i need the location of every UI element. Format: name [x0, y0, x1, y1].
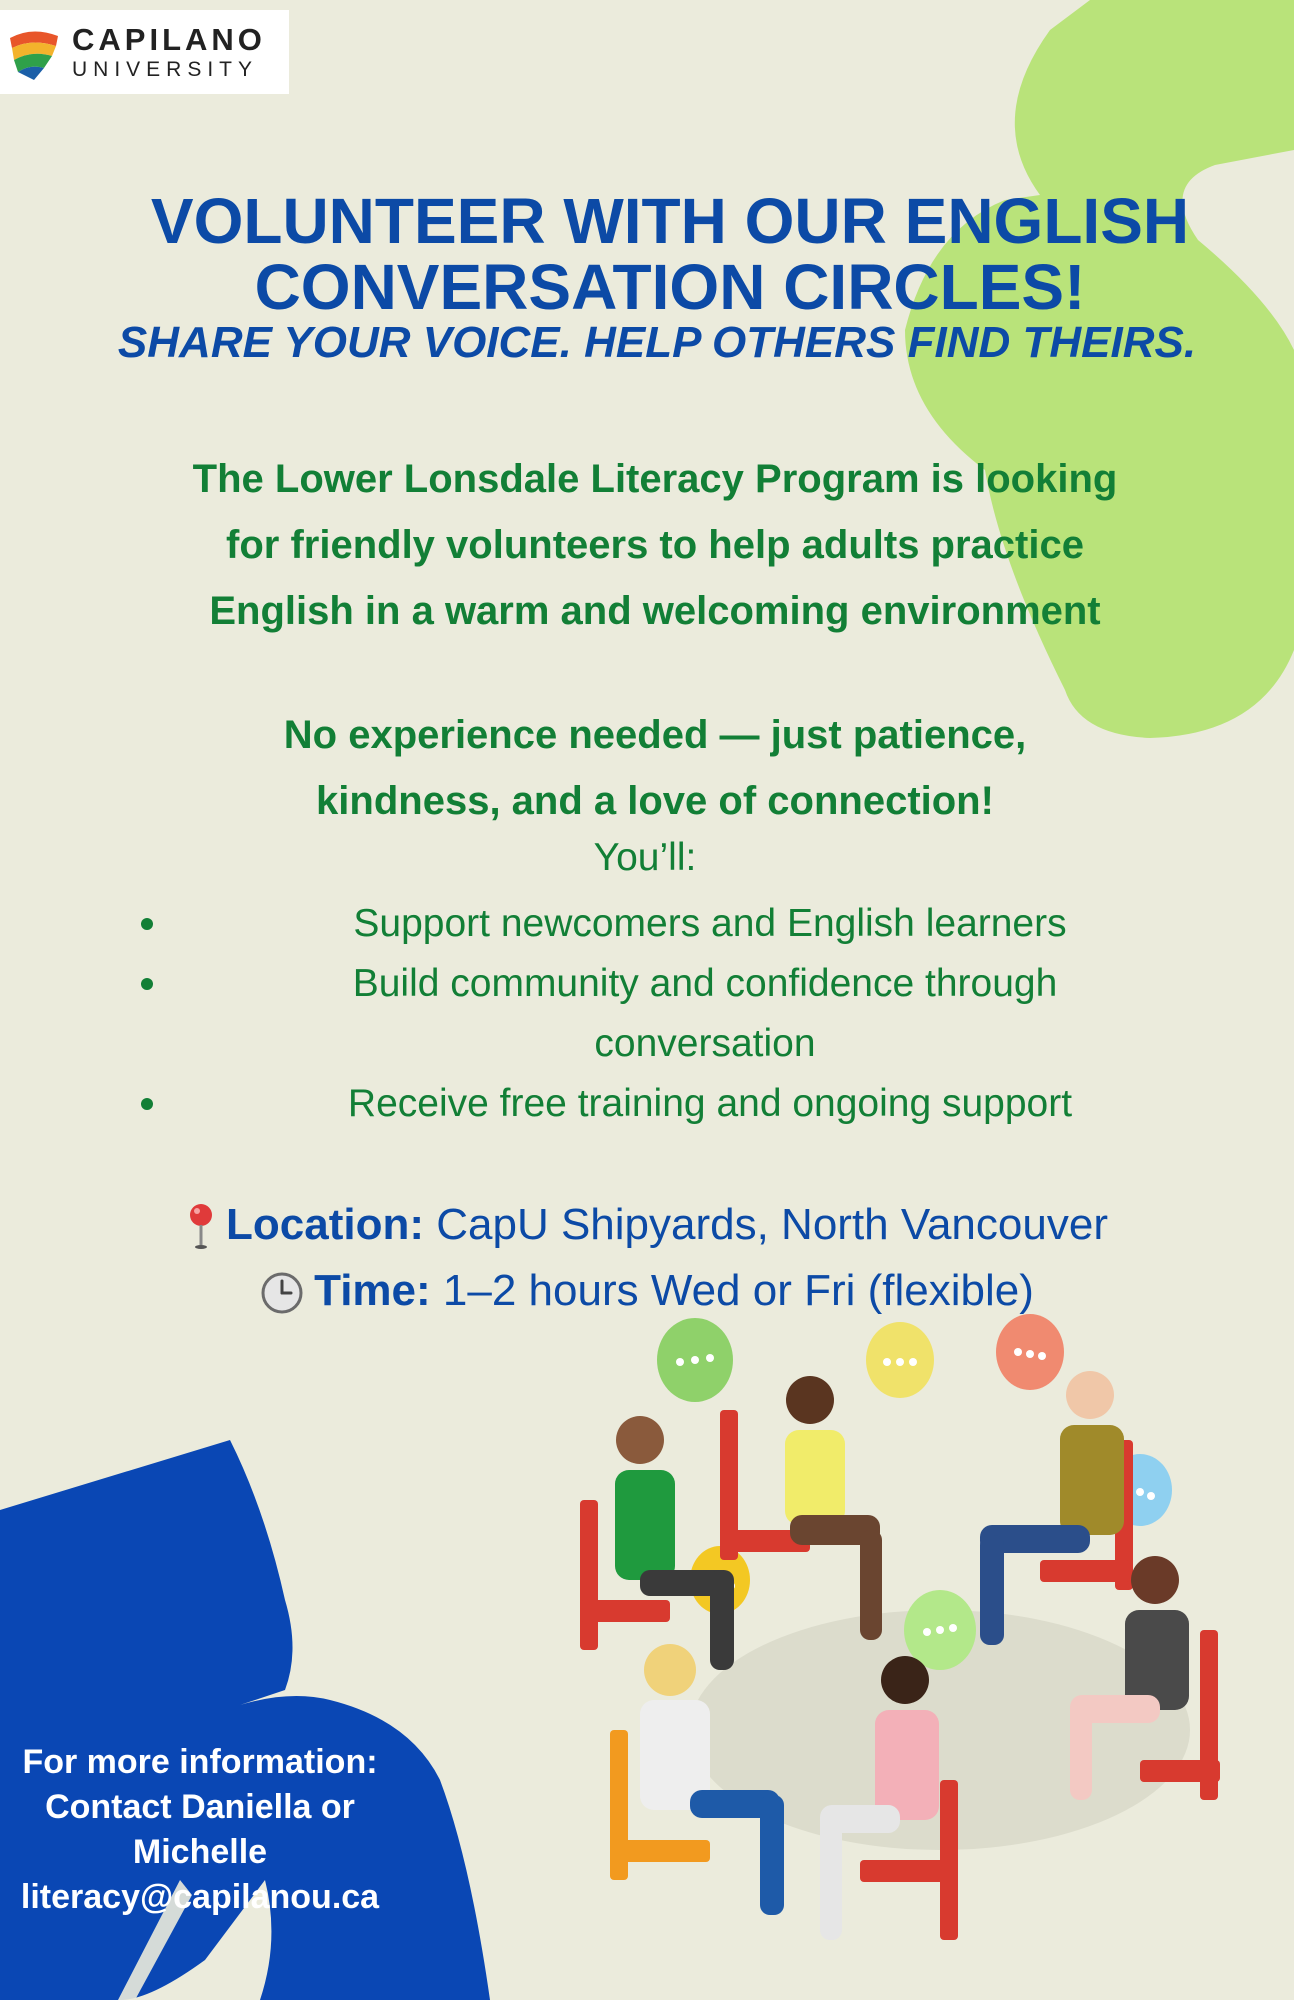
- list-item-text: Build community and confidence through conversation: [352, 962, 1058, 1065]
- time-label: Time:: [314, 1266, 431, 1315]
- clock-icon: [260, 1271, 304, 1315]
- list-item-text: Receive free training and ongoing support: [347, 1082, 1073, 1125]
- contact-line-1: For more information:: [22, 1743, 378, 1781]
- benefits-list: [130, 894, 1240, 1134]
- intro-line-1: The Lower Lonsdale Literacy Program is looking: [192, 457, 1118, 501]
- list-item: [130, 894, 1240, 954]
- person-olive-jacket: [980, 1371, 1124, 1645]
- no-experience-line-2: kindness, and a love of connection!: [316, 779, 994, 823]
- contact-block: [0, 1740, 400, 1920]
- no-experience-line-1: No experience needed — just patience,: [283, 713, 1027, 757]
- youll-label: You’ll:: [593, 836, 697, 879]
- capilano-logo[interactable]: [0, 10, 289, 94]
- speech-bubble-icon: [657, 1318, 733, 1402]
- tagline: SHARE YOUR VOICE. HELP OTHERS FIND THEIRS.: [117, 318, 1197, 367]
- logo-line-2: UNIVERSITY: [72, 58, 259, 81]
- speech-bubble-icon: [996, 1314, 1064, 1390]
- headline: [40, 185, 1294, 323]
- list-item: [130, 1074, 1240, 1134]
- pin-icon: [186, 1203, 216, 1251]
- conversation-circle-illustration: [560, 1300, 1260, 1990]
- person-yellow-top: [785, 1376, 882, 1640]
- time-value: 1–2 hours Wed or Fri (flexible): [442, 1266, 1034, 1315]
- list-item-text: Support newcomers and English learners: [353, 902, 1067, 945]
- contact-line-3: Michelle: [132, 1833, 268, 1871]
- intro-line-2: for friendly volunteers to help adults practice: [226, 523, 1084, 567]
- speech-bubble-icon: [866, 1322, 934, 1398]
- bullet-icon: [141, 918, 153, 930]
- list-item: [130, 954, 1240, 1074]
- bullet-icon: [141, 978, 153, 990]
- location-line: [0, 1200, 1294, 1251]
- location-value: CapU Shipyards, North Vancouver: [436, 1200, 1108, 1249]
- intro-line-3: English in a warm and welcoming environment: [209, 589, 1101, 633]
- intro-paragraph: [60, 446, 1250, 644]
- speech-bubble-icon: [904, 1590, 976, 1670]
- contact-line-2: Contact Daniella or: [45, 1788, 355, 1826]
- contact-email[interactable]: literacy@capilanou.ca: [20, 1878, 380, 1916]
- location-label: Location:: [226, 1200, 424, 1249]
- person-green-jacket: [615, 1416, 734, 1670]
- capilano-logo-mark: [4, 22, 64, 82]
- no-experience-paragraph: [60, 702, 1250, 834]
- bullet-icon: [141, 1098, 153, 1110]
- logo-line-1: CAPILANO: [72, 22, 266, 57]
- headline-line-2: CONVERSATION CIRCLES!: [254, 251, 1086, 323]
- headline-line-1: VOLUNTEER WITH OUR ENGLISH: [150, 185, 1190, 257]
